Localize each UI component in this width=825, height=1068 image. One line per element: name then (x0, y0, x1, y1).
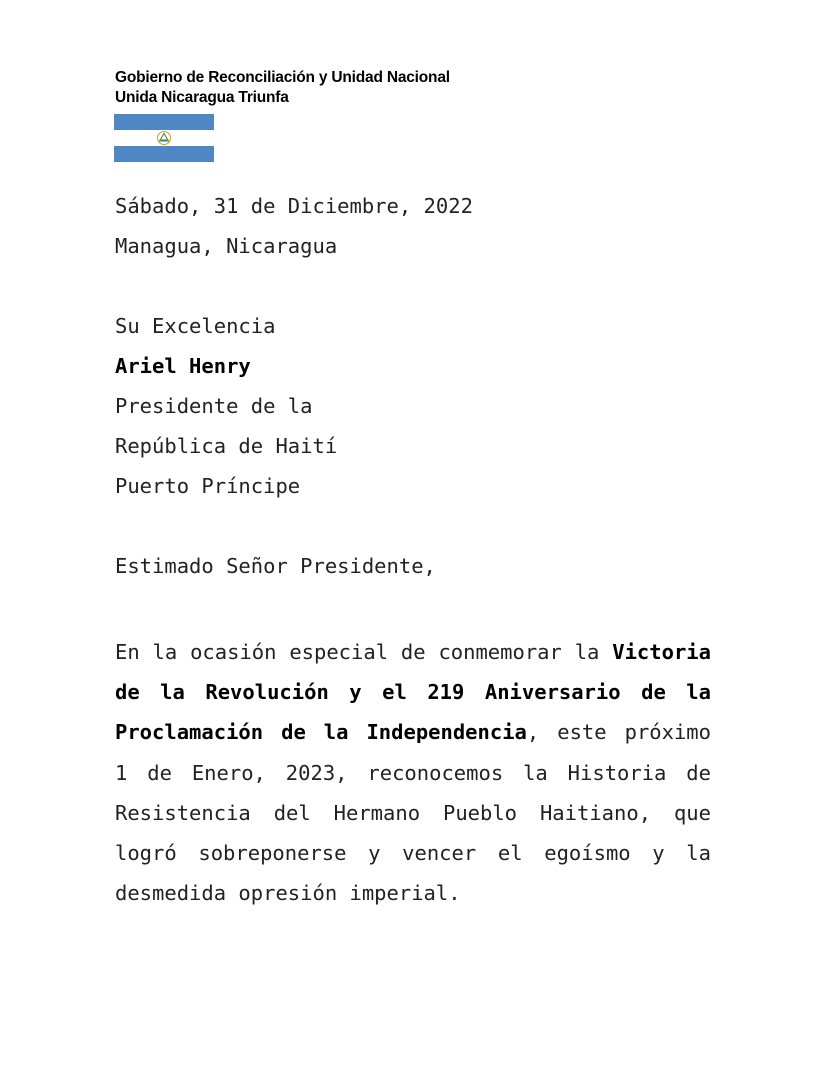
body-line: de la Revolución y el 219 Aniversario de la (115, 680, 711, 705)
letter-place: Managua, Nicaragua (115, 234, 338, 258)
letterhead-government: Gobierno de Reconciliación y Unidad Nacional (115, 69, 450, 86)
body-line: desmedida opresión imperial. (115, 881, 461, 906)
body-line: logró sobreponerse y vencer el egoísmo y la (115, 840, 711, 865)
body-paragraph (115, 632, 711, 913)
recipient-title: Su Excelencia (115, 314, 276, 338)
recipient-city: Puerto Príncipe (115, 474, 301, 498)
flag-top-stripe (114, 114, 214, 130)
letter-date: Sábado, 31 de Diciembre, 2022 (115, 194, 473, 218)
coat-of-arms-icon (156, 130, 172, 146)
body-line: Proclamación de la Independencia, este próximo (115, 720, 711, 745)
body-line: En la ocasión especial de conmemorar la Victoria (115, 640, 711, 664)
recipient-role-2: República de Haití (115, 434, 338, 458)
body-line: 1 de Enero, 2023, reconocemos la Historia de (115, 760, 711, 785)
letterhead (115, 68, 450, 108)
recipient-role-1: Presidente de la (115, 394, 313, 418)
greeting: Estimado Señor Presidente, (115, 554, 436, 578)
body-line: Resistencia del Hermano Pueblo Haitiano, que (115, 800, 711, 825)
letterhead-slogan: Unida Nicaragua Triunfa (115, 89, 289, 106)
recipient-name: Ariel Henry (115, 354, 251, 378)
nicaragua-flag-icon (114, 114, 214, 162)
flag-bottom-stripe (114, 146, 214, 162)
